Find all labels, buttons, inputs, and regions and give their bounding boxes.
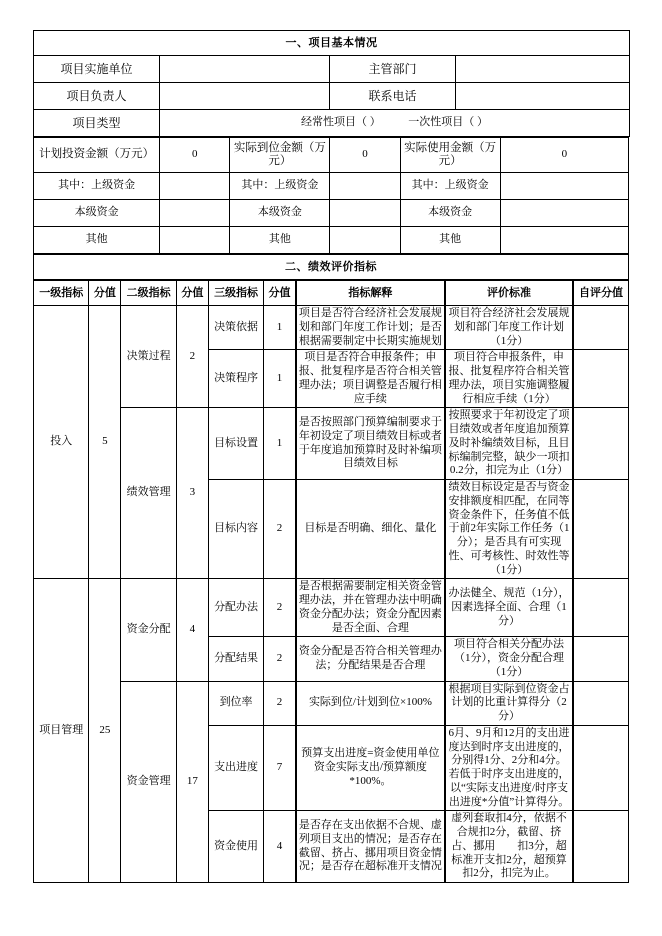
cell-level2-indicator: 决策过程	[121, 306, 176, 408]
header-level3-score: 分值	[264, 281, 296, 306]
cell-self-score[interactable]	[573, 408, 629, 480]
cell-level3-indicator: 分配办法	[208, 579, 263, 637]
cell-level3-indicator: 目标内容	[208, 480, 263, 579]
cell-self-score[interactable]	[573, 306, 629, 350]
breakdown-row-local	[34, 200, 629, 227]
label-superior-funds-2: 其中：上级资金	[230, 173, 330, 200]
cell-self-score[interactable]	[573, 480, 629, 579]
value-implementing-unit[interactable]	[160, 56, 330, 83]
cell-level3-score: 1	[264, 306, 296, 350]
cell-level3-score: 1	[264, 350, 296, 408]
label-superior-funds-3: 其中：上级资金	[400, 173, 500, 200]
value-other-funds-2[interactable]	[330, 227, 400, 254]
value-superior-funds-2[interactable]	[330, 173, 400, 200]
label-other-funds-1: 其他	[34, 227, 160, 254]
table-row	[34, 579, 629, 637]
cell-level3-indicator: 决策程序	[208, 350, 263, 408]
header-level3: 三级指标	[208, 281, 263, 306]
header-level2-score: 分值	[176, 281, 208, 306]
cell-standard: 按照要求于年初设定了项目绩效或者年度追加预算及时补编绩效目标，且目标编制完整，缺少一项扣0.2分，扣完为止（1分）	[445, 408, 573, 480]
header-self-score: 自评分值	[573, 281, 629, 306]
info-row-leader	[34, 83, 630, 110]
section-2-title: 二、绩效评价指标	[34, 255, 629, 280]
cell-level3-indicator: 资金使用	[208, 811, 263, 883]
cell-explanation: 是否根据需要制定相关资金管理办法，并在管理办法中明确资金分配办法；资金分配因素是否全面、合理	[296, 579, 445, 637]
value-planned-amount[interactable]: 0	[160, 138, 230, 173]
info-row-unit	[34, 56, 630, 83]
label-superior-funds-1: 其中：上级资金	[34, 173, 160, 200]
cell-level3-score: 2	[264, 579, 296, 637]
value-received-amount[interactable]: 0	[330, 138, 400, 173]
section-1-table	[33, 30, 630, 137]
value-supervising-dept[interactable]	[456, 56, 630, 83]
cell-level2-indicator: 资金管理	[121, 681, 176, 883]
cell-explanation: 是否按照部门预算编制要求于年初设定了项目绩效目标或者于年度追加预算时及时补编项目绩效目标	[296, 408, 445, 480]
cell-standard: 项目符合相关分配办法（1分），资金分配合理（1分）	[445, 637, 573, 681]
cell-explanation: 资金分配是否符合相关管理办法；分配结果是否合理	[296, 637, 445, 681]
section-1-title: 一、项目基本情况	[34, 31, 630, 56]
label-project-leader: 项目负责人	[34, 83, 160, 110]
label-local-funds-2: 本级资金	[230, 200, 330, 227]
cell-level3-score: 2	[264, 480, 296, 579]
header-standard: 评价标准	[445, 281, 573, 306]
cell-level1-score: 5	[89, 306, 121, 579]
cell-level1-indicator: 投入	[34, 306, 89, 579]
value-other-funds-1[interactable]	[160, 227, 230, 254]
cell-explanation: 预算支出进度=资金使用单位资金实际支出/预算额度*100%。	[296, 725, 445, 811]
cell-level3-indicator: 分配结果	[208, 637, 263, 681]
label-local-funds-3: 本级资金	[400, 200, 500, 227]
label-received-amount: 实际到位金额（万元）	[230, 138, 330, 173]
cell-standard: 办法健全、规范（1分），因素选择全面、合理（1分）	[445, 579, 573, 637]
label-contact-phone: 联系电话	[330, 83, 456, 110]
cell-self-score[interactable]	[573, 811, 629, 883]
label-project-type: 项目类型	[34, 110, 160, 137]
header-level1: 一级指标	[34, 281, 89, 306]
value-local-funds-2[interactable]	[330, 200, 400, 227]
cell-level3-indicator: 决策依据	[208, 306, 263, 350]
cell-level3-score: 7	[264, 725, 296, 811]
cell-level3-score: 1	[264, 408, 296, 480]
info-row-project-type	[34, 110, 630, 137]
cell-standard: 虚列套取扣4分，依据不合规扣2分，截留、挤占、挪用 扣3分，超标准开支扣2分，超预算扣2分，扣完为止。	[445, 811, 573, 883]
section-1-title-row	[34, 31, 630, 56]
cell-explanation: 项目是否符合经济社会发展规划和部门年度工作计划；是否根据需要制定中长期实施规划	[296, 306, 445, 350]
value-project-leader[interactable]	[160, 83, 330, 110]
label-supervising-dept: 主管部门	[330, 56, 456, 83]
cell-level3-score: 2	[264, 637, 296, 681]
label-used-amount: 实际使用金额（万元）	[400, 138, 500, 173]
indicator-table	[33, 280, 629, 883]
table-row	[34, 408, 629, 480]
cell-standard: 项目符合经济社会发展规划和部门年度工作计划（1分）	[445, 306, 573, 350]
cell-standard: 6月、9月和12月的支出进度达到时序支出进度的，分别得1分、2分和4分。若低于时序支出进度的，以“实际支出进度/时序支出进度*分值”计算得分。	[445, 725, 573, 811]
breakdown-row-other	[34, 227, 629, 254]
table-row	[34, 306, 629, 350]
value-project-type[interactable]: 经常性项目（ ） 一次性项目（ ）	[160, 110, 630, 137]
header-explanation: 指标解释	[296, 281, 445, 306]
cell-self-score[interactable]	[573, 725, 629, 811]
header-level2: 二级指标	[121, 281, 176, 306]
cell-self-score[interactable]	[573, 681, 629, 725]
cell-self-score[interactable]	[573, 637, 629, 681]
label-implementing-unit: 项目实施单位	[34, 56, 160, 83]
cell-level1-indicator: 项目管理	[34, 579, 89, 883]
cell-level3-score: 2	[264, 681, 296, 725]
cell-standard: 根据项目实际到位资金占计划的比重计算得分（2分）	[445, 681, 573, 725]
value-superior-funds-1[interactable]	[160, 173, 230, 200]
cell-level3-indicator: 到位率	[208, 681, 263, 725]
header-level1-score: 分值	[89, 281, 121, 306]
section-2-title-table	[33, 254, 629, 280]
cell-level2-indicator: 绩效管理	[121, 408, 176, 579]
section-1-amounts-table	[33, 137, 629, 254]
cell-explanation: 项目是否符合申报条件；申报、批复程序是否符合相关管理办法；项目调整是否履行相应手续	[296, 350, 445, 408]
cell-standard: 项目符合申报条件，申报、批复程序符合相关管理办法，项目实施调整履行相应手续（1分）	[445, 350, 573, 408]
section-2-title-row	[34, 255, 629, 280]
cell-level2-score: 4	[176, 579, 208, 681]
value-contact-phone[interactable]	[456, 83, 630, 110]
label-other-funds-2: 其他	[230, 227, 330, 254]
cell-self-score[interactable]	[573, 350, 629, 408]
label-planned-amount: 计划投资金额（万元）	[34, 138, 160, 173]
indicator-table-body	[34, 306, 629, 883]
cell-explanation: 实际到位/计划到位×100%	[296, 681, 445, 725]
value-superior-funds-3[interactable]	[500, 173, 628, 200]
cell-level3-score: 4	[264, 811, 296, 883]
indicator-table-header-row	[34, 281, 629, 306]
breakdown-row-superior	[34, 173, 629, 200]
cell-level2-score: 2	[176, 306, 208, 408]
value-other-funds-3[interactable]	[500, 227, 628, 254]
cell-level3-indicator: 目标设置	[208, 408, 263, 480]
worksheet	[33, 30, 629, 883]
cell-explanation: 是否存在支出依据不合规、虚列项目支出的情况；是否存在截留、挤占、挪用项目资金情况；是否存在超标准开支情况	[296, 811, 445, 883]
cell-level2-score: 17	[176, 681, 208, 883]
label-local-funds-1: 本级资金	[34, 200, 160, 227]
label-other-funds-3: 其他	[400, 227, 500, 254]
value-local-funds-1[interactable]	[160, 200, 230, 227]
cell-level1-score: 25	[89, 579, 121, 883]
cell-level2-indicator: 资金分配	[121, 579, 176, 681]
cell-level2-score: 3	[176, 408, 208, 579]
cell-level3-indicator: 支出进度	[208, 725, 263, 811]
value-used-amount[interactable]: 0	[500, 138, 628, 173]
cell-standard: 绩效目标设定是否与资金安排额度相匹配，在同等资金条件下，任务值不低于前2年实际工作任务（1分）；是否具有可实现性、可考核性、时效性等（1分）	[445, 480, 573, 579]
amounts-row	[34, 138, 629, 173]
table-row	[34, 681, 629, 725]
value-local-funds-3[interactable]	[500, 200, 628, 227]
cell-self-score[interactable]	[573, 579, 629, 637]
cell-explanation: 目标是否明确、细化、量化	[296, 480, 445, 579]
